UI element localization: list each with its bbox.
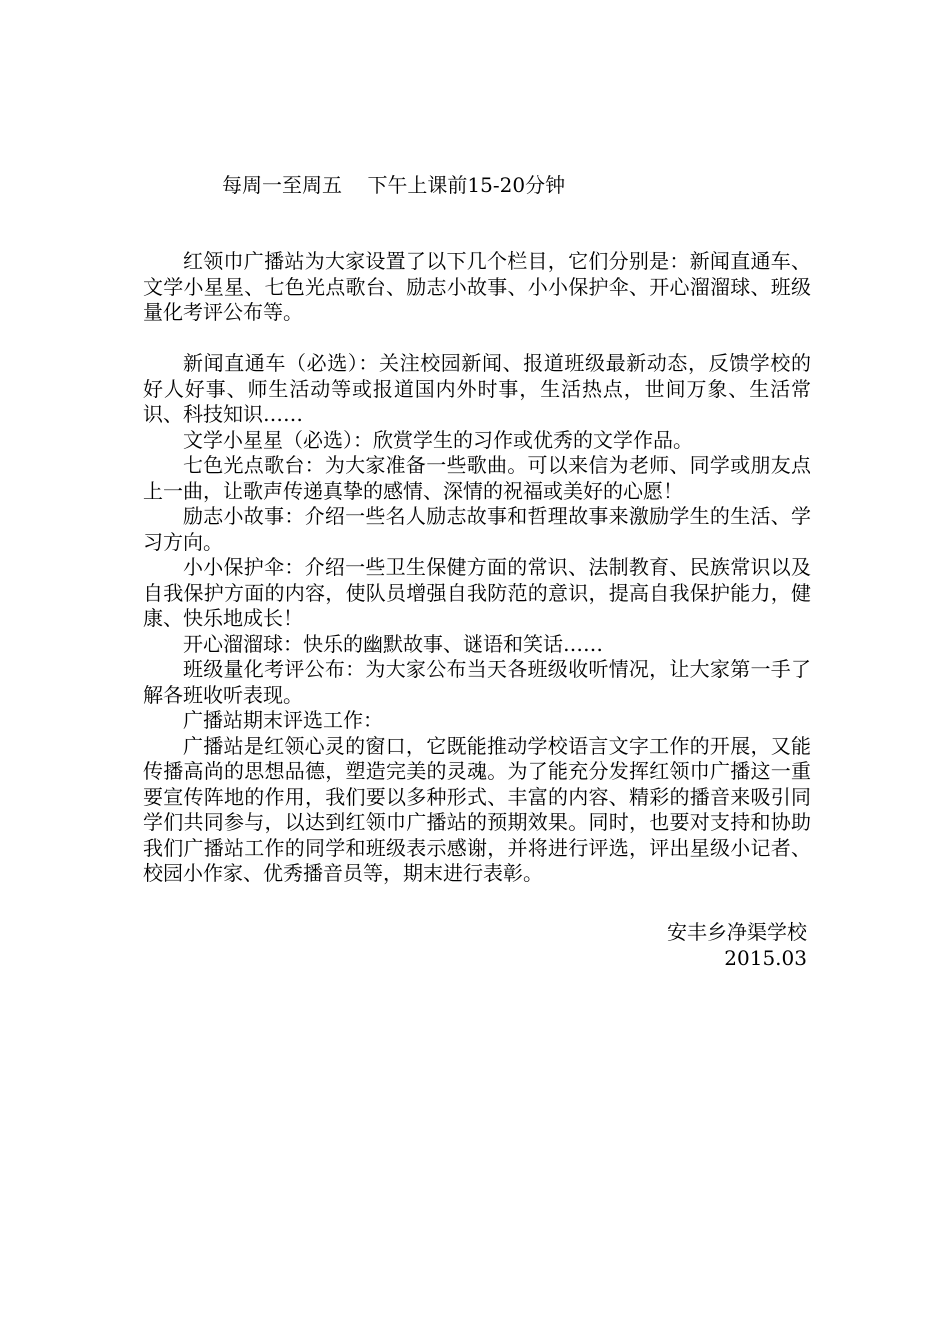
section-literature: 文学小星星（必选）：欣赏学生的习作或优秀的文学作品。 (183, 427, 693, 452)
intro-paragraph: 红领巾广播站为大家设置了以下几个栏目，它们分别是：新闻直通车、文学小星星、七色光点歌台、励志小故事、小小保护伞、开心溜溜球、班级量化考评公布等。 (143, 249, 811, 324)
section-news: 新闻直通车（必选）：关注校园新闻、报道班级最新动态，反馈学校的好人好事、师生活动等或报道国内外时事，生活热点，世间万象、生活常识、科技知识…… (143, 351, 811, 426)
section-fun: 开心溜溜球：快乐的幽默故事、谜语和笑话…… (183, 631, 603, 656)
section-term-selection-heading: 广播站期末评选工作： (183, 708, 383, 732)
paragraph-gap (143, 326, 811, 352)
schedule-days: 每周一至周五 (222, 173, 342, 197)
section-class-evaluation: 班级量化考评公布：为大家公布当天各班级收听情况，让大家第一手了解各班收听表现。 (143, 657, 811, 707)
document-body (143, 249, 811, 887)
section-song-request: 七色光点歌台：为大家准备一些歌曲。可以来信为老师、同学或朋友点上一曲，让歌声传递真挚的感情、深情的祝福或美好的心愿！ (143, 453, 811, 503)
schedule-time: 下午上课前15-20分钟 (367, 173, 566, 197)
schedule-line (222, 171, 565, 199)
school-name: 安丰乡净渠学校 (667, 920, 807, 944)
signature-block (667, 920, 807, 971)
document-date: 2015.03 (724, 945, 807, 970)
section-protection: 小小保护伞：介绍一些卫生保健方面的常识、法制教育、民族常识以及自我保护方面的内容，使队员增强自我防范的意识，提高自我保护能力，健康、快乐地成长！ (143, 555, 811, 630)
section-term-selection-body: 广播站是红领心灵的窗口，它既能推动学校语言文字工作的开展，又能传播高尚的思想品德，塑造完美的灵魂。为了能充分发挥红领巾广播这一重要宣传阵地的作用，我们要以多种形式、丰富的内容、精彩的播音来吸引同学们共同参与，以达到红领巾广播站的预期效果。同时，也要对支持和协助我们广播站工作的同学和班级表示感谢，并将进行评选，评出星级小记者、校园小作家、优秀播音员等，期末进行表彰。 (143, 733, 811, 885)
section-inspiration: 励志小故事：介绍一些名人励志故事和哲理故事来激励学生的生活、学习方向。 (143, 504, 811, 554)
